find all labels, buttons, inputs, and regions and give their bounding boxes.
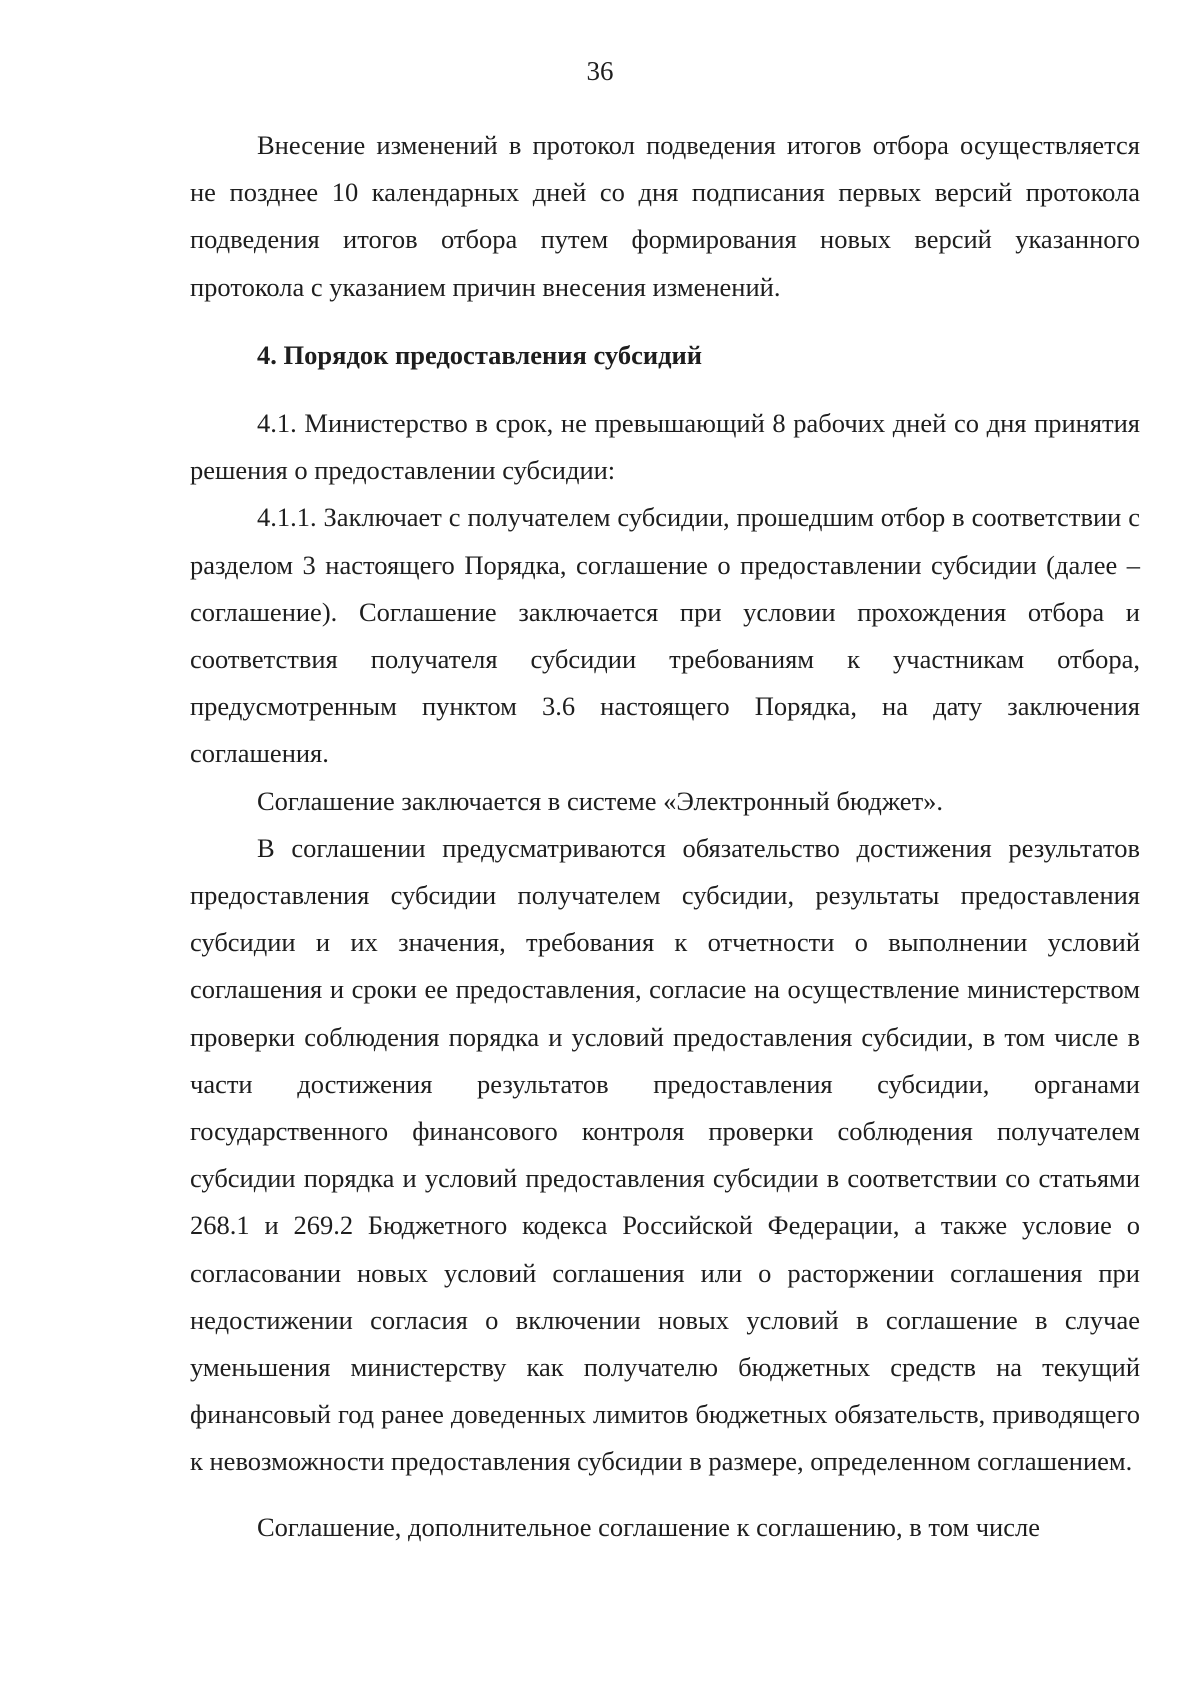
page-number: 36 — [586, 56, 614, 86]
section-heading: 4. Порядок предоставления субсидий — [257, 339, 703, 370]
paragraph-agreement-terms: В соглашении предусматриваются обязательство достижения результатов предоставления субсидии получателем субсидии, результаты предоставления субсидии и их значения, требования к отчетности о выполнении условий соглашения и сроки ее предоставления, согласие на осуществление министерством проверки соблюдения порядка и условий предоставления субсидии, в том числе в части достижения результатов предоставления субсидии, органами государственного финансового контроля проверки соблюдения получателем субсидии порядка и условий предоставления субсидии в соответствии со статьями 268.1 и 269.2 Бюджетного кодекса Российской Федерации, а также условие о согласовании новых условий соглашения или о расторжении соглашения при недостижении согласия о включении новых условий в соглашение в случае уменьшения министерству как получателю бюджетных средств на текущий финансовый год ранее доведенных лимитов бюджетных обязательств, приводящего к невозможности предоставления субсидии в размере, определенном соглашением. — [190, 832, 1140, 1477]
paragraph-4-1-1: 4.1.1. Заключает с получателем субсидии, прошедшим отбор в соответствии с разделом 3 настоящего Порядка, соглашение о предоставлении субсидии (далее – соглашение). Соглашение заключается при условии прохождения отбора и соответствия получателя субсидии требованиям к участникам отбора, предусмотренным пунктом 3.6 настоящего Порядка, на дату заключения соглашения. — [190, 502, 1140, 769]
paragraph-additional-agreement: Соглашение, дополнительное соглашение к соглашению, в том числе — [257, 1511, 1040, 1542]
paragraph-4-1: 4.1. Министерство в срок, не превышающий 8 рабочих дней со дня принятия решения о предоставлении субсидии: — [190, 408, 1140, 486]
paragraph-protocol-changes: Внесение изменений в протокол подведения итогов отбора осуществляется не позднее 10 календарных дней со дня подписания первых версий протокола подведения итогов отбора путем формирования новых версий указанного протокола с указанием причин внесения изменений. — [190, 130, 1140, 302]
document-body — [190, 122, 1140, 1551]
paragraph-electronic-budget: Соглашение заключается в системе «Электронный бюджет». — [257, 785, 944, 816]
